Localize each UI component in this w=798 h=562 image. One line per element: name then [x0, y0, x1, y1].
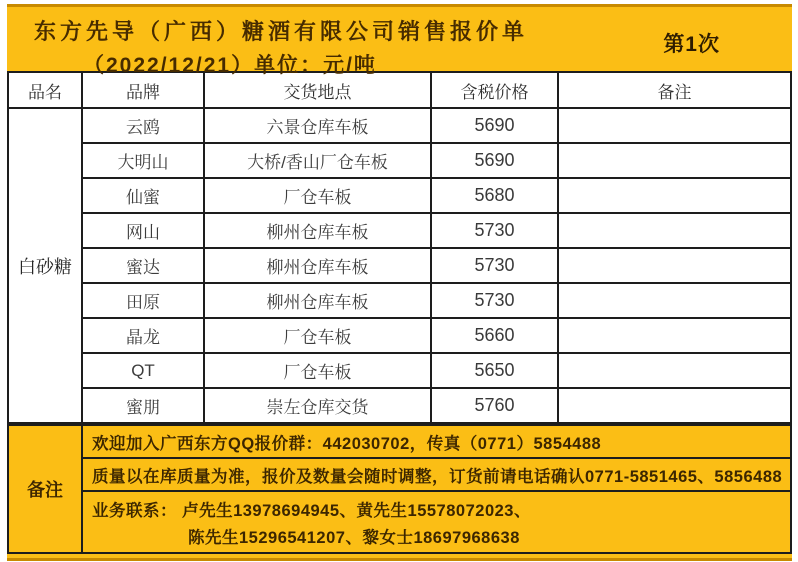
location-cell: 厂仓车板 [204, 178, 431, 213]
location-cell: 六景仓库车板 [204, 108, 431, 143]
col-header-brand: 品牌 [82, 72, 204, 108]
note-cell [558, 143, 791, 178]
date-unit-line: （2022/12/21）单位：元/吨 [83, 54, 377, 77]
issue-number: 第1次 [663, 33, 720, 56]
table-row [8, 143, 791, 178]
quotation-sheet [7, 4, 792, 561]
brand-cell: 蜜达 [82, 248, 204, 283]
bottom-edge-strip [7, 554, 792, 561]
remarks-section [7, 424, 792, 554]
price-table [7, 71, 792, 424]
contact-line-2: 陈先生15296541207、黎女士18697968638 [188, 528, 520, 547]
brand-cell: 大明山 [82, 143, 204, 178]
remark-row [8, 425, 791, 458]
product-name-cell: 白砂糖 [8, 108, 82, 423]
brand-cell: QT [82, 353, 204, 388]
note-cell [558, 108, 791, 143]
brand-cell: 云鸥 [82, 108, 204, 143]
remark-quality-notice: 质量以在库质量为准，报价及数量会随时调整，订货前请电话确认0771-5851465、5856488 [82, 458, 791, 491]
note-cell [558, 213, 791, 248]
location-cell: 崇左仓库交货 [204, 388, 431, 423]
brand-cell: 仙蜜 [82, 178, 204, 213]
table-row [8, 178, 791, 213]
col-header-product-name: 品名 [8, 72, 82, 108]
location-cell: 柳州仓库车板 [204, 248, 431, 283]
table-row [8, 213, 791, 248]
note-cell [558, 318, 791, 353]
table-row [8, 318, 791, 353]
price-cell: 5690 [431, 108, 558, 143]
location-cell: 柳州仓库车板 [204, 283, 431, 318]
price-cell: 5730 [431, 213, 558, 248]
col-header-notes: 备注 [558, 72, 791, 108]
remark-row [8, 491, 791, 553]
note-cell [558, 178, 791, 213]
note-cell [558, 353, 791, 388]
col-header-price: 含税价格 [431, 72, 558, 108]
remarks-label: 备注 [8, 425, 82, 553]
remark-business-contacts [82, 491, 791, 553]
location-cell: 厂仓车板 [204, 353, 431, 388]
title-block [7, 4, 792, 77]
company-title: 东方先导（广西）糖酒有限公司销售报价单 [34, 19, 529, 44]
table-row [8, 248, 791, 283]
brand-cell: 蜜朋 [82, 388, 204, 423]
table-row [8, 283, 791, 318]
col-header-delivery-location: 交货地点 [204, 72, 431, 108]
brand-cell: 网山 [82, 213, 204, 248]
note-cell [558, 283, 791, 318]
contact-line-1: 业务联系： 卢先生13978694945、黄先生15578072023、 [92, 501, 531, 520]
location-cell: 柳州仓库车板 [204, 213, 431, 248]
price-cell: 5650 [431, 353, 558, 388]
location-cell: 厂仓车板 [204, 318, 431, 353]
table-row [8, 108, 791, 143]
remark-qq-group: 欢迎加入广西东方QQ报价群：442030702，传真（0771）5854488 [82, 425, 791, 458]
price-cell: 5730 [431, 248, 558, 283]
price-cell: 5690 [431, 143, 558, 178]
table-row [8, 353, 791, 388]
table-row [8, 388, 791, 423]
location-cell: 大桥/香山厂仓车板 [204, 143, 431, 178]
brand-cell: 田原 [82, 283, 204, 318]
price-cell: 5730 [431, 283, 558, 318]
price-cell: 5680 [431, 178, 558, 213]
note-cell [558, 248, 791, 283]
remark-row [8, 458, 791, 491]
price-cell: 5660 [431, 318, 558, 353]
brand-cell: 晶龙 [82, 318, 204, 353]
note-cell [558, 388, 791, 423]
price-cell: 5760 [431, 388, 558, 423]
